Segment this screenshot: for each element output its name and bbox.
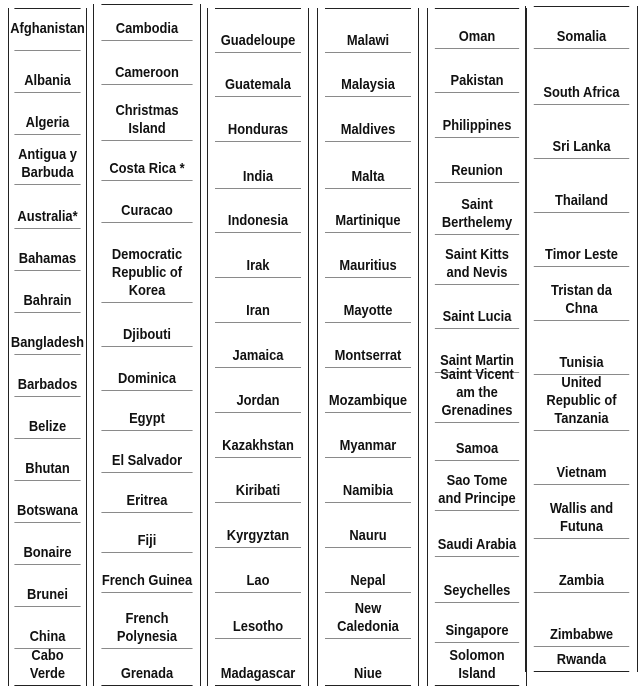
country-cell: Lesotho — [215, 592, 301, 638]
country-cell: Singapore — [435, 602, 519, 642]
country-cell: Zimbabwe — [534, 592, 629, 646]
country-cell: Kiribati — [215, 457, 301, 502]
country-cell: Samoa — [435, 422, 519, 460]
country-cell: Kazakhstan — [215, 412, 301, 457]
country-cell: Martinique — [325, 188, 411, 232]
country-cell: Democratic Republic of Korea — [101, 222, 192, 302]
country-cell: Irak — [215, 232, 301, 277]
country-cell: Saint Vicent am the Grenadines — [435, 372, 519, 422]
country-cell: Brunei — [14, 564, 80, 606]
country-cell: South Africa — [534, 48, 629, 104]
country-cell: Australia* — [14, 184, 80, 228]
country-cell: Cabo Verde — [14, 648, 80, 686]
country-cell: Indonesia — [215, 188, 301, 232]
country-cell: New Caledonia — [325, 592, 411, 638]
country-cell: Egypt — [101, 390, 192, 430]
country-cell: Djibouti — [101, 302, 192, 346]
country-cell: Madagascar — [215, 638, 301, 686]
country-cell: Sao Tome and Principe — [435, 460, 519, 510]
country-cell: Botswana — [14, 480, 80, 522]
country-cell: Fiji — [101, 512, 192, 552]
country-cell: Lao — [215, 547, 301, 592]
country-cell: Guadeloupe — [215, 8, 301, 52]
country-cell: Guatemala — [215, 52, 301, 96]
country-cell: El Salvador — [101, 430, 192, 472]
country-cell: Kyrgyztan — [215, 502, 301, 547]
country-cell: Thailand — [534, 158, 629, 212]
country-cell: Nauru — [325, 502, 411, 547]
country-cell: Afghanistan — [14, 8, 80, 40]
country-cell: Malta — [325, 141, 411, 188]
country-cell: Wallis and Futuna — [534, 484, 629, 538]
country-cell: Christmas Island — [101, 84, 192, 140]
country-column-5 — [427, 8, 527, 686]
country-column-4 — [317, 8, 419, 686]
country-cell: Tristan da Chna — [534, 266, 629, 320]
country-cell: Pakistan — [435, 48, 519, 92]
country-cell: Oman — [435, 8, 519, 48]
country-cell: Cameroon — [101, 40, 192, 84]
country-cell: Myanmar — [325, 412, 411, 457]
country-cell: Mayotte — [325, 277, 411, 322]
country-cell: Bahrain — [14, 270, 80, 312]
country-cell: Namibia — [325, 457, 411, 502]
country-cell: Solomon Island — [435, 642, 519, 686]
country-cell: Somalia — [534, 6, 629, 48]
country-cell: Mozambique — [325, 367, 411, 412]
country-cell: Timor Leste — [534, 212, 629, 266]
country-cell: Honduras — [215, 96, 301, 141]
country-cell: Zambia — [534, 538, 629, 592]
country-cell: French Polynesia — [101, 592, 192, 648]
country-cell: Vietnam — [534, 430, 629, 484]
country-cell: Eritrea — [101, 472, 192, 512]
country-cell: Bhutan — [14, 438, 80, 480]
country-cell: Albania — [14, 50, 80, 92]
country-cell: Iran — [215, 277, 301, 322]
country-cell: Bonaire — [14, 522, 80, 564]
country-cell: Bangladesh — [14, 312, 80, 354]
country-cell: Rwanda — [534, 646, 629, 672]
country-cell: Tunisia — [534, 320, 629, 374]
country-column-2 — [93, 4, 201, 686]
country-cell: Antigua y Barbuda — [14, 134, 80, 184]
country-cell: Sri Lanka — [534, 104, 629, 158]
country-cell: Malaysia — [325, 52, 411, 96]
country-cell: Saint Kitts and Nevis — [435, 234, 519, 284]
country-cell: United Republic of Tanzania — [534, 374, 629, 430]
country-cell: Grenada — [101, 648, 192, 686]
country-cell: Cambodia — [101, 4, 192, 40]
country-cell: China — [14, 606, 80, 648]
country-cell: Saudi Arabia — [435, 510, 519, 556]
country-cell: Philippines — [435, 92, 519, 137]
country-cell: Saint Berthelemy — [435, 182, 519, 234]
country-column-6 — [525, 6, 638, 672]
country-cell: Mauritius — [325, 232, 411, 277]
country-cell: Nepal — [325, 547, 411, 592]
country-cell: French Guinea — [101, 552, 192, 592]
country-cell: Niue — [325, 638, 411, 686]
country-cell: Jordan — [215, 367, 301, 412]
country-cell: Costa Rica * — [101, 140, 192, 180]
country-column-1 — [8, 8, 87, 686]
country-cell: Reunion — [435, 137, 519, 182]
country-cell: Saint Lucia — [435, 284, 519, 328]
country-cell: Saint Martin — [435, 328, 519, 372]
country-cell: Barbados — [14, 354, 80, 396]
country-cell: Maldives — [325, 96, 411, 141]
country-cell: Jamaica — [215, 322, 301, 367]
country-cell: Montserrat — [325, 322, 411, 367]
country-cell: India — [215, 141, 301, 188]
country-cell: Malawi — [325, 8, 411, 52]
country-cell: Belize — [14, 396, 80, 438]
country-cell: Dominica — [101, 346, 192, 390]
country-cell: Bahamas — [14, 228, 80, 270]
country-column-3 — [207, 8, 309, 686]
country-cell: Seychelles — [435, 556, 519, 602]
country-cell: Curacao — [101, 180, 192, 222]
country-cell: Algeria — [14, 92, 80, 134]
